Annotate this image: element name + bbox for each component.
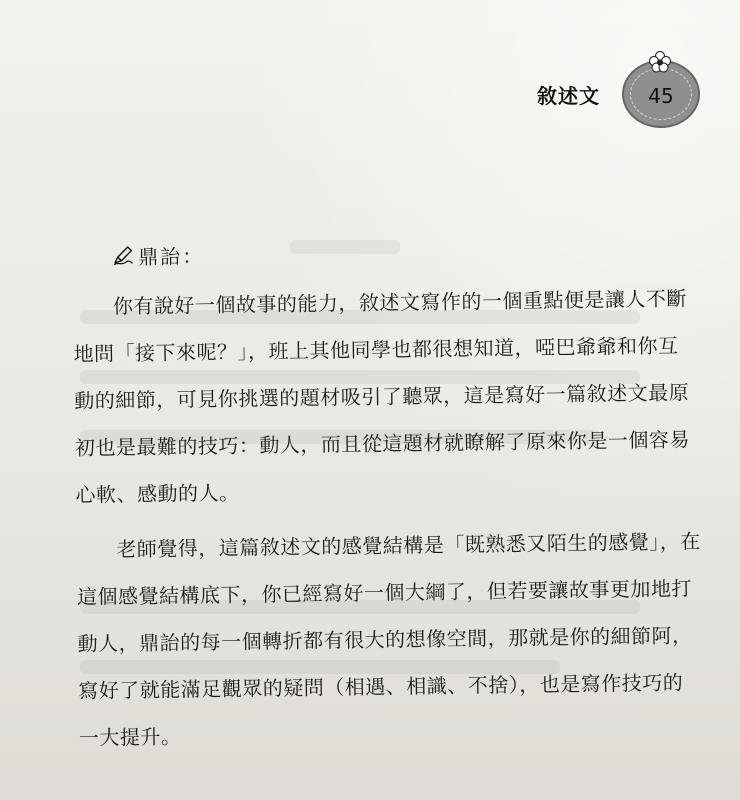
greeting-text: 鼎詒：: [138, 243, 205, 269]
page-number-badge: [622, 60, 700, 128]
paragraph-2: 老師覺得，這篇敘述文的感覺結構是「既熟悉又陌生的感覺」，在這個感覺結構底下，你已經寫好一個大綱了，但若要讓故事更加地打動人，鼎詒的每一個轉折都有很大的想像空間，那就是你的細節阿，寫好了就能滿足觀眾的疑問（相遇、相識、不捨），也是寫作技巧的一大提升。: [76, 529, 701, 750]
teacher-comment: [72, 231, 704, 762]
flower-icon: [648, 50, 672, 74]
page-header: [537, 60, 700, 128]
paragraph-1: 你有說好一個故事的能力，敘述文寫作的一個重點便是讓人不斷地問「接下來呢？」，班上其他同學也都很想知道，啞巴爺爺和你互動的細節，可見你挑選的題材吸引了聽眾，這是寫好一篇敘述文最原初也是最難的技巧：動人，而且從這題材就瞭解了原來你是一個容易心軟、感動的人。: [73, 286, 691, 507]
greeting-line: [112, 231, 697, 271]
section-title: 敘述文: [537, 83, 600, 108]
pen-writing-icon: [112, 244, 134, 266]
page-number: 45: [648, 84, 674, 108]
